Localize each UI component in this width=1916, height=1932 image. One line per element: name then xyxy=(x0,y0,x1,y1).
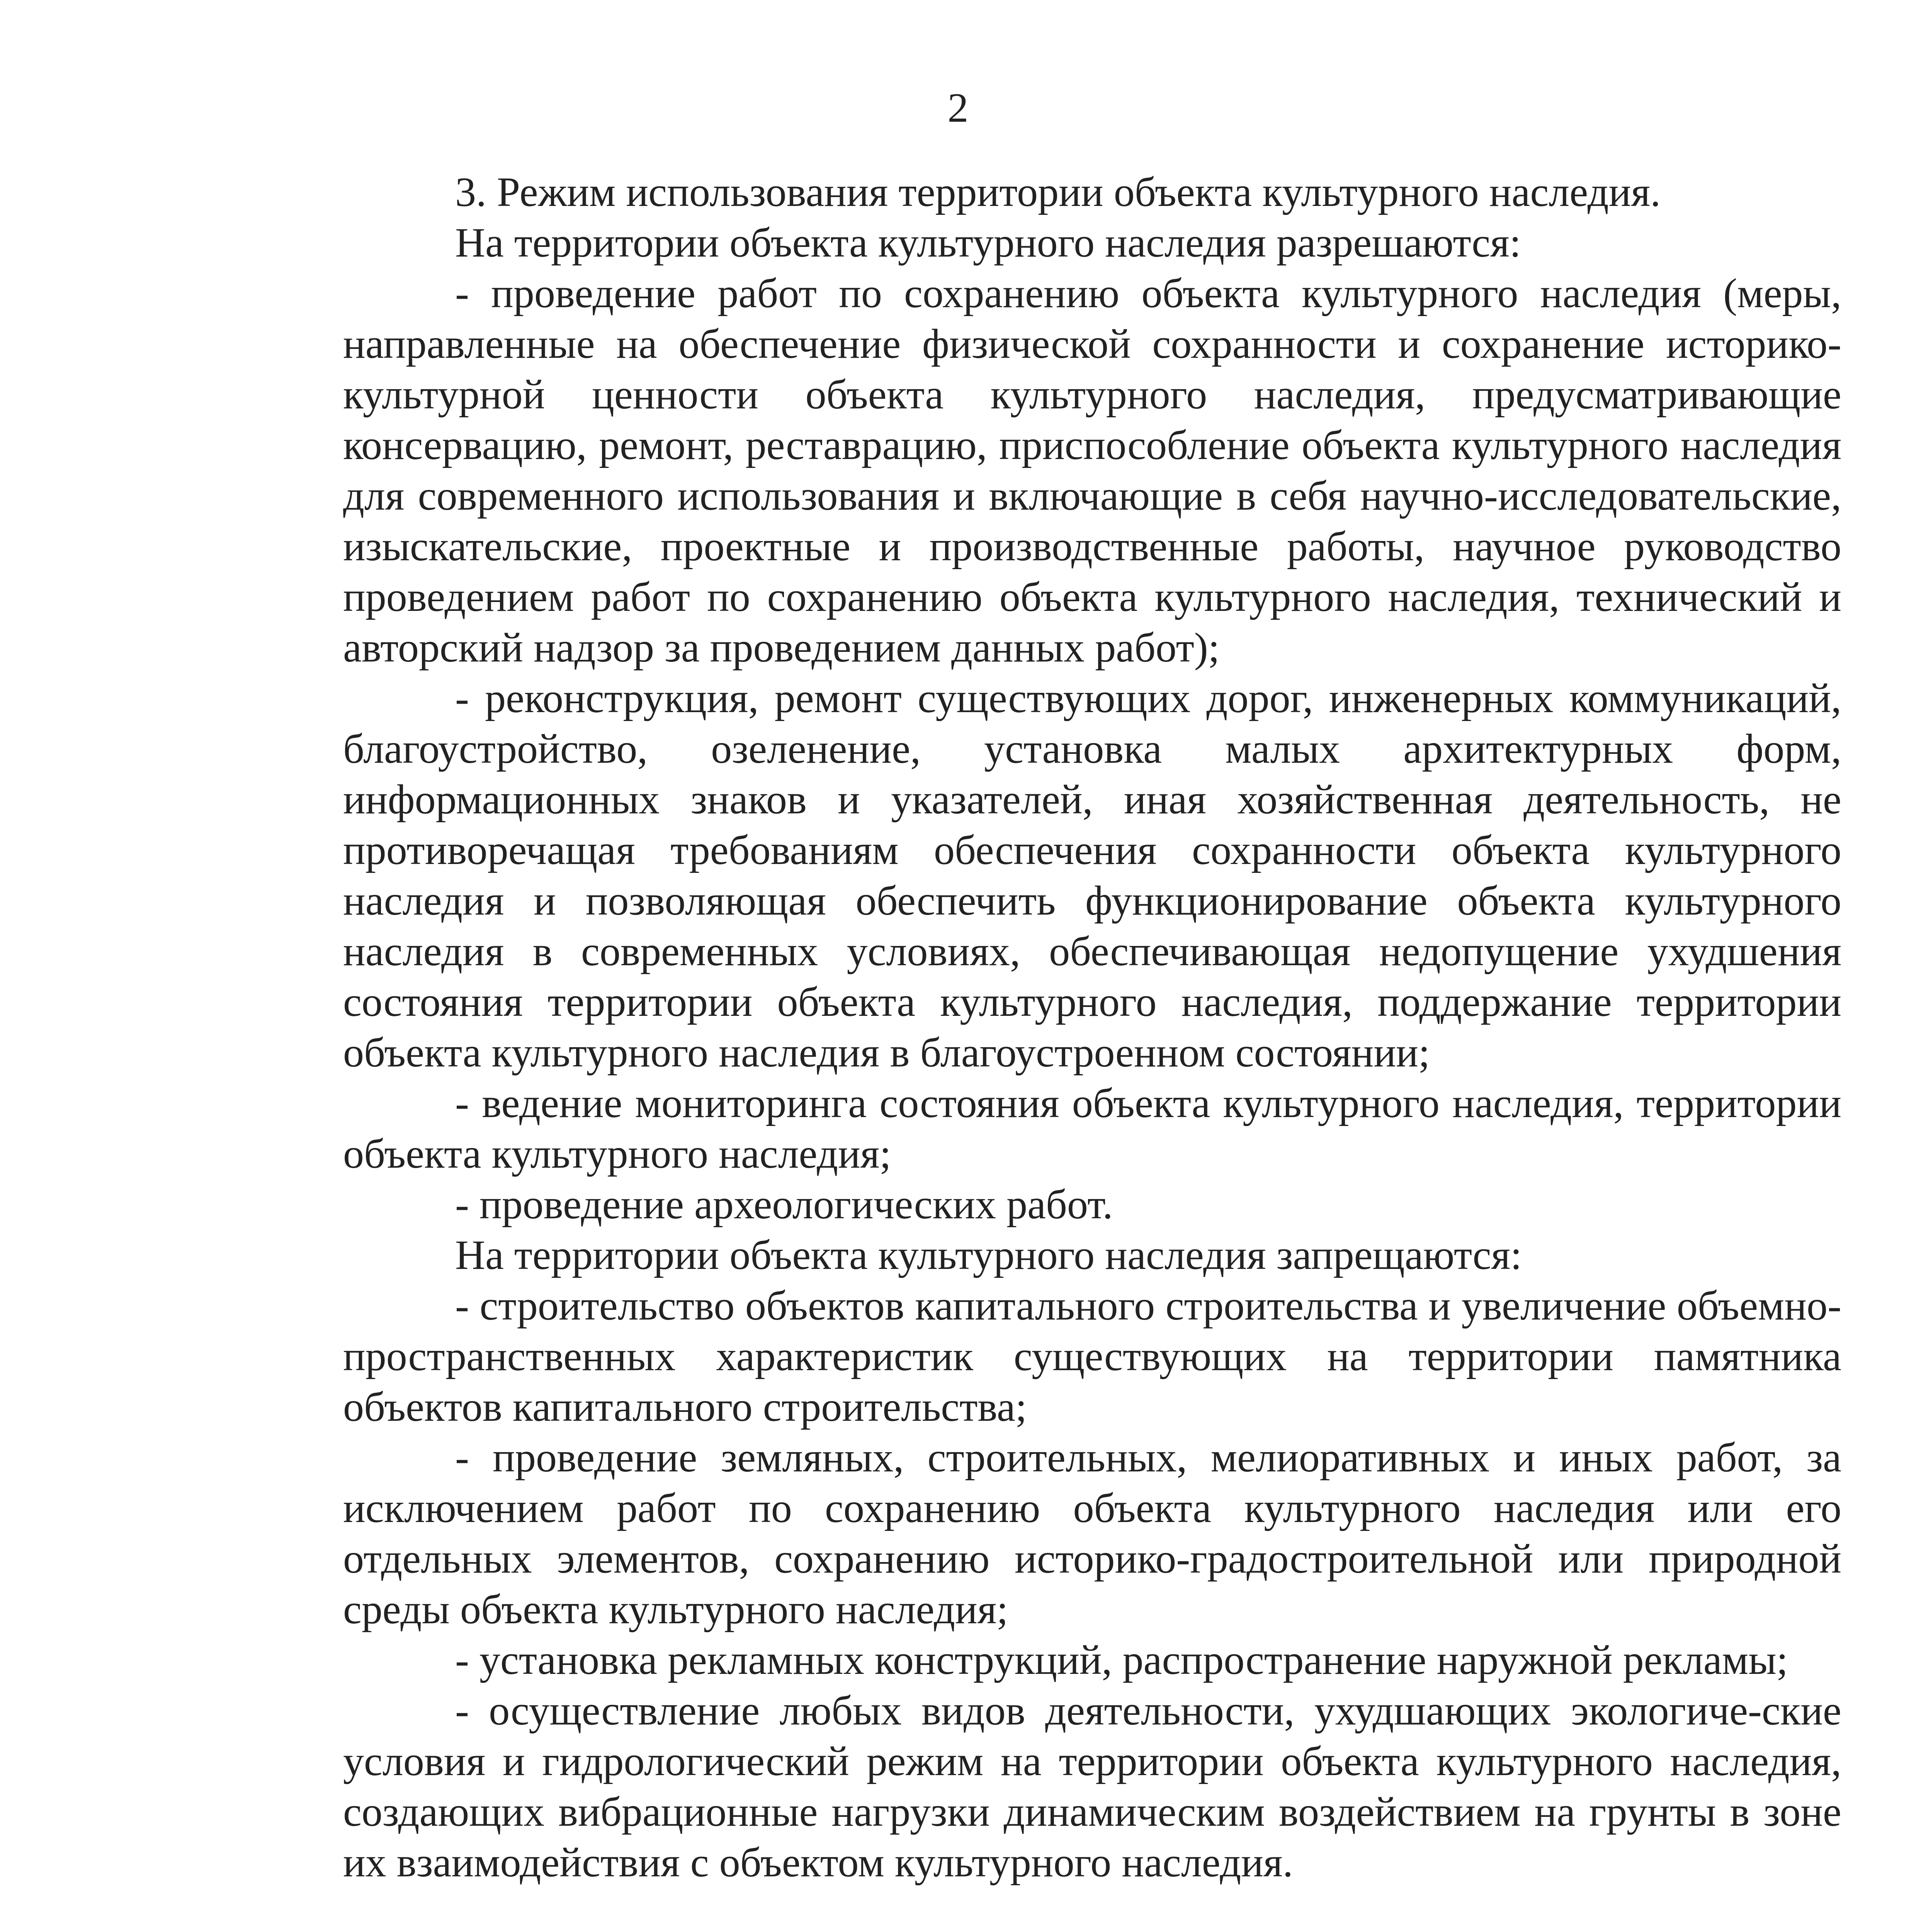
page-number: 2 xyxy=(947,85,969,131)
prohibited-item: - установка рекламных конструкций, распространение наружной рекламы; xyxy=(455,1637,1788,1683)
allowed-item: - проведение работ по сохранению объекта культурного наследия (меры, направленные на обеспечение физической сохранности и сохранение историко-культурной ценности объекта культурного наследия, предусматривающие консервацию, ремонт, реставрацию, приспособление объекта культурного наследия для современного использования и включающие в себя научно-исследовательские, изыскательские, проектные и производственные работы, научное руководство проведением работ по сохранению объекта культурного наследия, технический и авторский надзор за проведением данных работ); xyxy=(343,270,1841,671)
document-body xyxy=(343,167,1841,1888)
allowed-item: - проведение археологических работ. xyxy=(455,1182,1113,1228)
prohibited-item: - строительство объектов капитального строительства и увеличение объемно-пространственных характеристик существующих на территории памятника объектов капитального строительства; xyxy=(343,1283,1841,1430)
prohibited-intro: На территории объекта культурного наследия запрещаются: xyxy=(455,1232,1522,1278)
prohibited-item: - осуществление любых видов деятельности, ухудшающих экологиче-ские условия и гидрологический режим на территории объекта культурного наследия, создающих вибрационные нагрузки динамическим воздействием на грунты в зоне их взаимодействия с объектом культурного наследия. xyxy=(343,1688,1841,1886)
prohibited-item: - проведение земляных, строительных, мелиоративных и иных работ, за исключением работ по сохранению объекта культурного наследия или его отдельных элементов, сохранению историко-градостроительной или природной среды объекта культурного наследия; xyxy=(343,1435,1841,1633)
section-heading: 3. Режим использования территории объекта культурного наследия. xyxy=(455,169,1661,215)
allowed-item: - реконструкция, ремонт существующих дорог, инженерных коммуникаций, благоустройство, озеленение, установка малых архитектурных форм, информационных знаков и указателей, иная хозяйственная деятельность, не противоречащая требованиям обеспечения сохранности объекта культурного наследия и позволяющая обеспечить функционирование объекта культурного наследия в современных условиях, обеспечивающая недопущение ухудшения состояния территории объекта культурного наследия, поддержание территории объекта культурного наследия в благоустроенном состоянии; xyxy=(343,675,1841,1076)
allowed-item: - ведение мониторинга состояния объекта культурного наследия, территории объекта культурного наследия; xyxy=(343,1080,1841,1177)
allowed-intro: На территории объекта культурного наследия разрешаются: xyxy=(455,220,1521,266)
